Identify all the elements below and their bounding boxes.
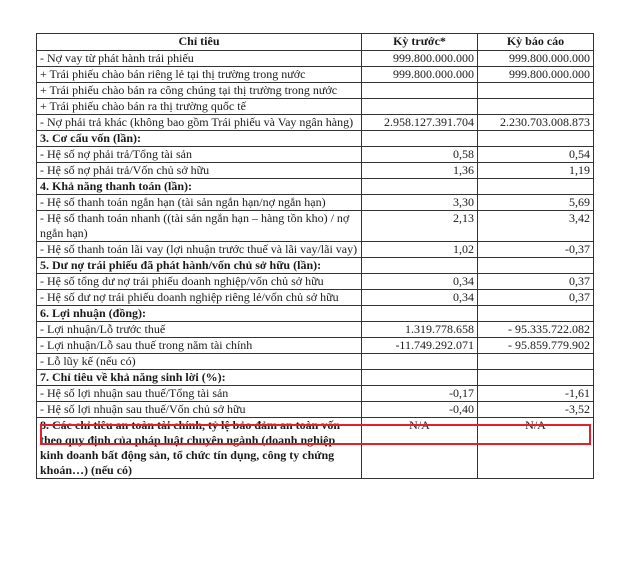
row-current-value: 999.800.000.000 xyxy=(478,51,594,67)
row-current-value: - 95.859.779.902 xyxy=(478,338,594,354)
row-current-value: 2.230.703.008.873 xyxy=(478,115,594,131)
row-previous-value xyxy=(362,370,478,386)
row-previous-value xyxy=(362,354,478,370)
row-current-value xyxy=(478,179,594,195)
table-row xyxy=(37,418,594,479)
table-row xyxy=(37,51,594,67)
table-row xyxy=(37,195,594,211)
row-indicator-label: - Hệ số lợi nhuận sau thuế/Vốn chủ sở hữu xyxy=(37,402,362,418)
row-indicator-label: 3. Cơ cấu vốn (lần): xyxy=(37,131,362,147)
row-current-value: -3,52 xyxy=(478,402,594,418)
row-current-value: - 95.335.722.082 xyxy=(478,322,594,338)
row-current-value xyxy=(478,131,594,147)
row-indicator-label: + Trái phiếu chào bán ra công chúng tại thị trường trong nước xyxy=(37,83,362,99)
row-previous-value xyxy=(362,99,478,115)
table-row xyxy=(37,115,594,131)
table-row xyxy=(37,258,594,274)
table-row xyxy=(37,354,594,370)
row-previous-value: 1.319.778.658 xyxy=(362,322,478,338)
table-row xyxy=(37,322,594,338)
row-previous-value: 2,13 xyxy=(362,211,478,242)
header-previous-period: Kỳ trước* xyxy=(362,34,478,51)
row-current-value: -1,61 xyxy=(478,386,594,402)
row-current-value xyxy=(478,306,594,322)
table-row xyxy=(37,211,594,242)
row-indicator-label: 5. Dư nợ trái phiếu đã phát hành/vốn chủ sở hữu (lần): xyxy=(37,258,362,274)
row-previous-value: 1,02 xyxy=(362,242,478,258)
row-previous-value xyxy=(362,131,478,147)
table-row xyxy=(37,242,594,258)
table-row xyxy=(37,147,594,163)
table-row xyxy=(37,306,594,322)
financial-indicators-table xyxy=(36,33,594,479)
table-header-row xyxy=(37,34,594,51)
row-indicator-label: - Lợi nhuận/Lỗ trước thuế xyxy=(37,322,362,338)
table-row xyxy=(37,67,594,83)
row-indicator-label: - Nợ vay từ phát hành trái phiếu xyxy=(37,51,362,67)
row-current-value xyxy=(478,258,594,274)
financial-table-sheet xyxy=(36,33,593,479)
row-indicator-label: - Hệ số thanh toán ngắn hạn (tài sản ngắn hạn/nợ ngắn hạn) xyxy=(37,195,362,211)
row-indicator-label: 4. Khả năng thanh toán (lần): xyxy=(37,179,362,195)
table-row xyxy=(37,402,594,418)
row-previous-value xyxy=(362,306,478,322)
row-indicator-label: 6. Lợi nhuận (đồng): xyxy=(37,306,362,322)
row-indicator-label: - Hệ số thanh toán lãi vay (lợi nhuận trước thuế và lãi vay/lãi vay) xyxy=(37,242,362,258)
table-body xyxy=(37,51,594,479)
row-indicator-label: - Hệ số nợ phải trả/Tổng tài sản xyxy=(37,147,362,163)
row-indicator-label: + Trái phiếu chào bán riêng lẻ tại thị trường trong nước xyxy=(37,67,362,83)
row-indicator-label: - Nợ phải trả khác (không bao gồm Trái phiếu và Vay ngân hàng) xyxy=(37,115,362,131)
row-indicator-label: - Hệ số lợi nhuận sau thuế/Tổng tài sản xyxy=(37,386,362,402)
row-previous-value: 999.800.000.000 xyxy=(362,51,478,67)
row-previous-value xyxy=(362,179,478,195)
row-indicator-label: - Hệ số tổng dư nợ trái phiếu doanh nghiệp/vốn chủ sở hữu xyxy=(37,274,362,290)
header-reporting-period: Kỳ báo cáo xyxy=(478,34,594,51)
row-current-value: -0,37 xyxy=(478,242,594,258)
row-previous-value: 0,34 xyxy=(362,290,478,306)
row-current-value: 999.800.000.000 xyxy=(478,67,594,83)
row-current-value: 1,19 xyxy=(478,163,594,179)
row-previous-value: 2.958.127.391.704 xyxy=(362,115,478,131)
table-row xyxy=(37,83,594,99)
row-previous-value: -0,17 xyxy=(362,386,478,402)
row-previous-value xyxy=(362,258,478,274)
row-current-value: 0,37 xyxy=(478,290,594,306)
row-indicator-label: - Hệ số nợ phải trả/Vốn chủ sở hữu xyxy=(37,163,362,179)
row-current-value: 5,69 xyxy=(478,195,594,211)
row-previous-value: 0,34 xyxy=(362,274,478,290)
row-previous-value: -0,40 xyxy=(362,402,478,418)
row-current-value: 0,37 xyxy=(478,274,594,290)
row-indicator-label: - Hệ số thanh toán nhanh ((tài sản ngắn hạn – hàng tồn kho) / nợ ngắn hạn) xyxy=(37,211,362,242)
row-indicator-label: - Lỗ lũy kế (nếu có) xyxy=(37,354,362,370)
row-current-value: N/A xyxy=(478,418,594,479)
table-row xyxy=(37,99,594,115)
row-current-value xyxy=(478,370,594,386)
row-current-value xyxy=(478,354,594,370)
table-row xyxy=(37,370,594,386)
row-current-value: 3,42 xyxy=(478,211,594,242)
table-row xyxy=(37,338,594,354)
table-row xyxy=(37,386,594,402)
row-previous-value: 999.800.000.000 xyxy=(362,67,478,83)
row-indicator-label: + Trái phiếu chào bán ra thị trường quốc tế xyxy=(37,99,362,115)
table-row xyxy=(37,179,594,195)
row-indicator-label: - Hệ số dư nợ trái phiếu doanh nghiệp riêng lẻ/vốn chủ sở hữu xyxy=(37,290,362,306)
row-previous-value: 1,36 xyxy=(362,163,478,179)
row-previous-value: 0,58 xyxy=(362,147,478,163)
row-indicator-label: 7. Chỉ tiêu về khả năng sinh lời (%): xyxy=(37,370,362,386)
row-previous-value: N/A xyxy=(362,418,478,479)
table-row xyxy=(37,163,594,179)
row-current-value xyxy=(478,83,594,99)
row-previous-value xyxy=(362,83,478,99)
header-indicator: Chỉ tiêu xyxy=(37,34,362,51)
row-current-value xyxy=(478,99,594,115)
row-previous-value: -11.749.292.071 xyxy=(362,338,478,354)
table-row xyxy=(37,290,594,306)
table-row xyxy=(37,274,594,290)
row-indicator-label: - Lợi nhuận/Lỗ sau thuế trong năm tài chính xyxy=(37,338,362,354)
row-current-value: 0,54 xyxy=(478,147,594,163)
row-indicator-label: 8. Các chỉ tiêu an toàn tài chính, tỷ lệ bảo đảm an toàn vốn theo quy định của pháp luật chuyên ngành (doanh nghiệp kinh doanh bất động sản, tổ chức tín dụng, công ty chứng khoán…) (nếu có) xyxy=(37,418,362,479)
table-row xyxy=(37,131,594,147)
row-previous-value: 3,30 xyxy=(362,195,478,211)
